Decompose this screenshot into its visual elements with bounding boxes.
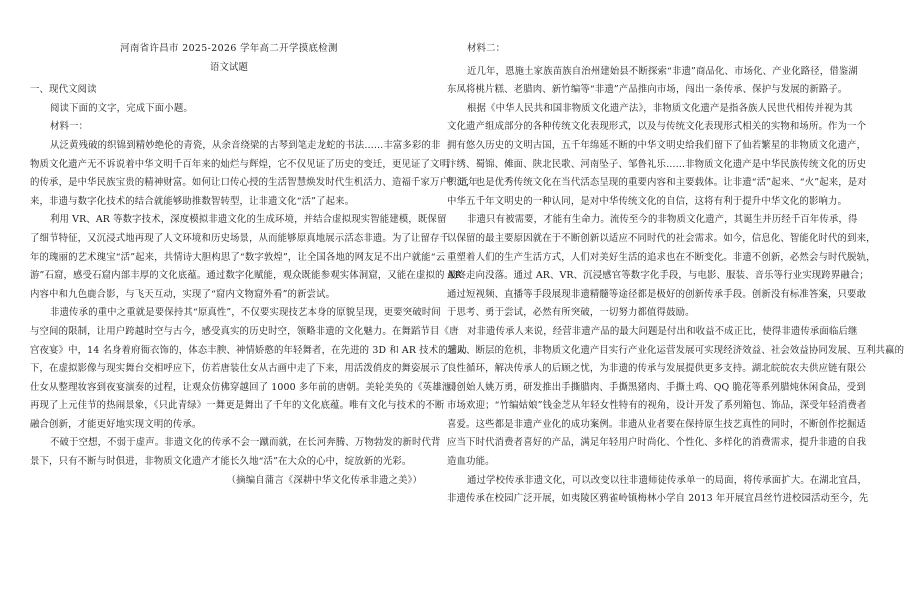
text-line: 汴绣、蜀锦、傩面、陕北民歌、河南坠子、邹鲁礼乐……非物质文化遗产是中华民族传统文化的历史 <box>447 158 867 170</box>
exam-subtitle: 语文试题 <box>209 61 249 73</box>
text-line: 利用 VR、AR 等数字技术，深度模拟非遗文化的生成环境，并结合虚拟现实智能建模，既保留 <box>50 214 447 226</box>
text-line: 根据《中华人民共和国非物质文化遗产法》，非物质文化遗产是指各族人民世代相传并视为其 <box>467 102 853 114</box>
text-line: 下，在虚拟影像与现实舞台交相呼应下，仿若唐装仕女从古画中走了下来，用活泼俏皮的舞姿展示了 <box>30 363 450 375</box>
text-line: 重塑着人们的生产生活方式，人们对美好生活的追求也在不断变化。非遗不创新，必然会与时代脱轨， <box>447 251 876 263</box>
text-line: 与空间的限制，让用户跨越时空与古今，感受真实的历史时空，领略非遗的文化魅力。在舞蹈节目《唐 <box>30 325 459 337</box>
text-line: 以保留的最主要原因就在于不断创新以适应不同时代的社会需求。如今，信息化、智能化时代的到来， <box>447 232 876 244</box>
text-line: 来，非遗与数字化技术的结合就能够助推数智转型，让非遗文化“活”了起来。 <box>30 195 355 207</box>
text-line: 积淀，也是优秀传统文化在当代活态呈现的重要内容和主要载体。让非遗“活”起来、“火”起来，是对 <box>447 177 867 189</box>
text-line: 近几年，恩施土家族苗族自治州建始县不断探索“非遗”商品化、市场化、产业化路径，借鉴湖 <box>467 65 858 77</box>
text-line: 融合创新，才能更好地实现文明的传承。 <box>30 418 202 430</box>
text-line: 仕女从整理妆容到夜宴演奏的过程，让观众仿佛穿越回了 1000 多年前的唐朝。美轮美奂的《英雄池》 <box>30 381 461 393</box>
text-line: 拥有悠久历史的文明古国，五千年绵延不断的中华文明史给我们留下了仙若繁星的非物质文化遗产， <box>447 139 867 151</box>
text-line: 中华五千年文明史的一种认同，是对中华传统文化的自信，这将有利于提升中华文化的影响力。 <box>447 195 848 207</box>
text-line: 应当下时代消费者喜好的产品，满足年轻用户时尚化、个性化、多样化的消费需求，提升非遗的自我 <box>447 437 867 449</box>
text-line: 非遗传承的重中之重就是要保持其“原真性”，不仅要实现技艺本身的原貌呈现，更要突破时间 <box>50 307 441 319</box>
text-line: 再现了上元佳节的热闹景象，《只此青绿》一舞更是舞出了千年的文化底蕴。唯有文化与技术的不断 <box>30 400 445 412</box>
text-line: 造血功能。 <box>447 456 495 468</box>
text-line: 非遗只有被需要，才能有生命力。流传至今的非物质文化遗产，其诞生并历经千百年传承，得 <box>467 214 858 226</box>
text-line: 文化遗产组成部分的各种传统文化表现形式，以及与传统文化表现形式相关的实物和场所。作为一个 <box>447 121 867 133</box>
text-line: 年的瑰丽的艺术瑰宝“活”起来，共情诗大胆构思了“数字敦煌”，让全国各地的网友足不出户就能“云 <box>30 251 446 263</box>
text-line: 喜爱。这些都是非遗产业化的成功案例。非遗从业者要在保持原生技艺真性的同时，不断创作挖掘适 <box>447 418 867 430</box>
section-heading: 一、现代文阅读 <box>30 84 97 96</box>
exam-title: 河南省许昌市 2025-2026 学年高二开学摸底检测 <box>120 43 338 54</box>
text-line: 物质文化遗产无不诉说着中华文明千百年来的灿烂与辉煌，它不仅见证了历史的变迁，更见证了文明 <box>30 158 450 170</box>
text-line: 游”石窟，感受石窟内部丰厚的文化底蕴。通过数字化赋能，观众既能参观实体洞窟，又能在虚拟的 AR <box>30 270 462 282</box>
material-2-label: 材料二： <box>467 43 506 54</box>
text-line: 市场欢迎；“竹编姑娘”钱金芝从年轻女性特有的视角，设计开发了系列箱包、饰品，深受年轻消费者 <box>447 400 867 412</box>
text-line: 东凤将桃片糕、老腊肉、新竹编等“非遗”产品推向市场，闯出一条传承、保护与发展的新路子。 <box>447 84 848 96</box>
material-1-label: 材料一： <box>50 121 89 133</box>
text-line: 司创始人姚万勇，研发推出手撕腊肉、手撕黑猪肉、手撕土鸡、QQ 脆花等系列腊炖休闲食品，受到 <box>447 381 866 393</box>
text-line: 内容中和九色鹿合影，与飞天互动，实现了“窟内文物窟外看”的新尝试。 <box>30 288 336 300</box>
text-line: 非遗传承在校园广泛开展，如夷陵区鸦雀岭镇梅林小学自 2013 年开展宜昌丝竹进校园活动至今，先 <box>447 493 869 505</box>
text-line: 从泛黄残破的织锦到精妙绝伦的青瓷，从余音绕梁的古琴到笔走龙蛇的书法……丰富多彩的非 <box>50 139 441 151</box>
text-line: 的传承，是中华民族宝贵的精神财富。如何让口传心授的生活智慧焕发时代生机活力、造福千家万户？近年 <box>30 177 478 189</box>
right-column <box>447 40 904 509</box>
text-line: 对非遗传承人来说，经营非遗产品的最大问题是付出和收益不成正比，使得非遗传承面临后继 <box>467 325 858 337</box>
source-citation: （摘编自蒲言《深耕中华文化传承非遗之美》） <box>226 474 422 486</box>
text-line: 通过短视频、直播等手段展现非遗精髓等途径都是极好的创新传承手段。创新没有标准答案，只要敢 <box>447 288 867 300</box>
text-line: 乏人、断层的危机，非物质文化遗产目实行产业化运营发展可实现经济效益、社会效益协同发展、互利共赢的 <box>447 344 904 356</box>
text-line: 宫夜宴》中，14 名身着府衙衣饰的，体态丰腴、神情娇憨的年轻舞者，在先进的 3D 和 AR 技术的辅助 <box>30 344 467 356</box>
text-line: 良性循环，解决传承人的后顾之忧，为非遗的传承与发展提供更多支持。湖北皖皖农夫供应链有限公 <box>447 363 867 375</box>
text-line: 不破于空想，不弱于虚声。非遗文化的传承不会一蹴而就，在长河奔腾、万物勃发的新时代背 <box>50 437 441 449</box>
text-line: 了细节特征，又沉浸式地再现了人文环境和历史场景，从而能够原真地展示活态非遗。为了让留存千 <box>30 232 450 244</box>
text-line: 最终走向没落。通过 AR、VR、沉浸感官等数字化手段，与电影、服装、音乐等行业实现跨界融合； <box>447 270 869 282</box>
instruction-text: 阅读下面的文字，完成下面小题。 <box>50 102 193 114</box>
text-line: 于思考、勇于尝试，必然有所突破，一切努力都值得鼓励。 <box>447 307 695 319</box>
text-line: 通过学校传承非遗文化，可以改变以往非遗师徒传承单一的局面，将传承面扩大。在湖北宜昌， <box>467 474 868 486</box>
text-line: 景下，只有不断与时俱进，非物质文化遗产才能长久地“活”在大众的心中，绽放新的光彩。 <box>30 456 412 468</box>
